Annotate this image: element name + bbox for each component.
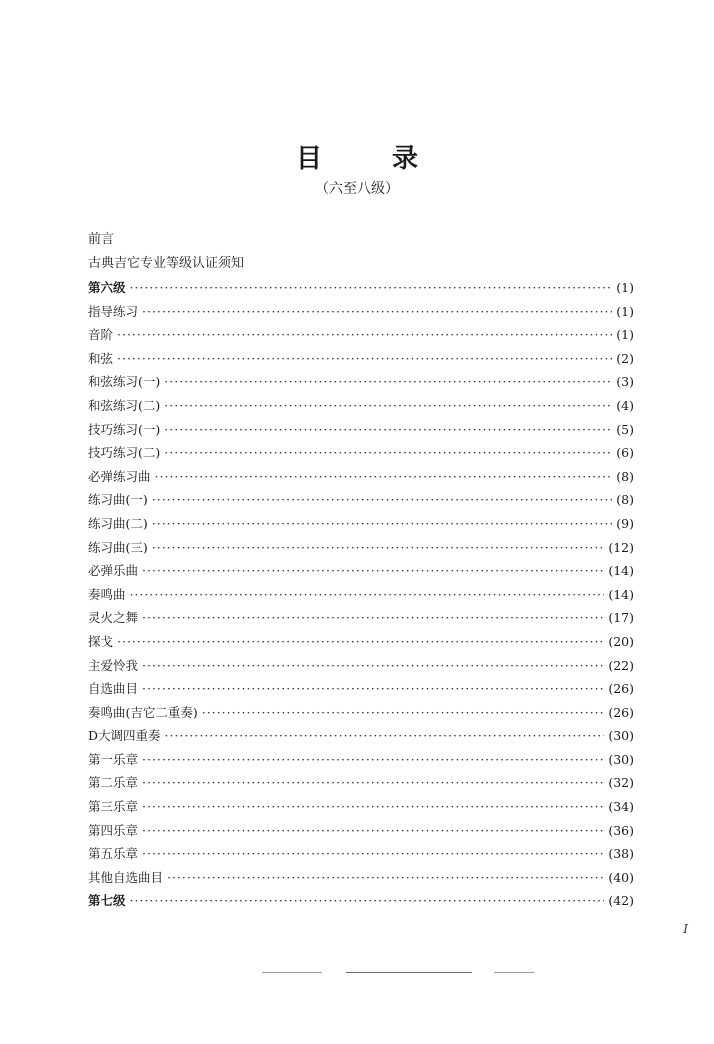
toc-entry-page: (14) — [608, 563, 634, 579]
toc-entry-page: (36) — [608, 822, 634, 838]
toc-leader-dots — [130, 889, 605, 913]
toc-leader-dots — [117, 323, 612, 347]
toc-leader-dots — [167, 866, 604, 890]
toc-leader-dots — [164, 370, 612, 394]
toc-entry-label: 其他自选曲目 — [88, 869, 164, 885]
toc-entry[interactable] — [88, 677, 634, 701]
toc-entry[interactable] — [88, 724, 634, 748]
toc-entry-page: (32) — [608, 775, 634, 791]
toc-entry-label: 和弦练习(二) — [88, 397, 161, 413]
toc-entry-page: (30) — [608, 751, 634, 767]
toc-entry[interactable] — [88, 559, 634, 583]
toc-leader-dots — [142, 748, 604, 772]
toc-entry[interactable] — [88, 842, 634, 866]
title-char-2: 录 — [392, 144, 419, 174]
toc-entry[interactable] — [88, 276, 634, 300]
toc-entry-page: (1) — [616, 280, 634, 295]
page-number: I — [683, 922, 688, 936]
title-char-1: 目 — [295, 144, 322, 174]
toc-entry-page: (17) — [608, 610, 634, 626]
toc-entry-page: (22) — [608, 657, 634, 673]
toc-entry[interactable] — [88, 370, 634, 394]
toc-entry-page: (38) — [608, 846, 634, 862]
toc-entry[interactable] — [88, 630, 634, 654]
toc-entry[interactable] — [88, 394, 634, 418]
toc-entry-label: 必弹练习曲 — [88, 468, 151, 484]
toc-entry-label: 和弦练习(一) — [88, 374, 161, 390]
toc-entry-page: (1) — [616, 327, 634, 343]
toc-entry[interactable] — [88, 654, 634, 678]
toc-leader-dots — [152, 488, 613, 512]
toc-entry[interactable] — [88, 512, 634, 536]
toc-leader-dots — [142, 300, 612, 324]
toc-entry[interactable] — [88, 418, 634, 442]
toc-leader-dots — [130, 583, 605, 607]
toc-entry-label: 和弦 — [88, 350, 114, 366]
toc-entry[interactable] — [88, 889, 634, 913]
toc-entry-page: (34) — [608, 799, 634, 815]
toc-entry[interactable] — [88, 866, 634, 890]
toc-entry[interactable] — [88, 347, 634, 371]
toc-leader-dots — [142, 819, 604, 843]
toc-entry-page: (3) — [616, 374, 634, 390]
toc-leader-dots — [130, 276, 613, 300]
toc-leader-dots — [164, 418, 612, 442]
toc-entry[interactable] — [88, 795, 634, 819]
toc-entry-label: 指导练习 — [88, 303, 139, 319]
toc-intro-notice: 古典吉它专业等级认证须知 — [88, 256, 245, 271]
toc-entry-page: (4) — [616, 397, 634, 413]
scan-artifact-line — [346, 972, 472, 973]
toc-entry-label: 技巧练习(一) — [88, 421, 161, 437]
toc-leader-dots — [142, 606, 604, 630]
toc-entry-label: 第二乐章 — [88, 775, 139, 791]
toc-entry-page: (42) — [608, 893, 634, 909]
toc-leader-dots — [152, 512, 613, 536]
toc-entry-label: 自选曲目 — [88, 681, 139, 697]
toc-entry-label: 技巧练习(二) — [88, 445, 161, 461]
toc-entry-label: 第五乐章 — [88, 846, 139, 862]
toc-entry-page: (40) — [608, 869, 634, 885]
toc-entry[interactable] — [88, 465, 634, 489]
toc-entry[interactable] — [88, 441, 634, 465]
toc-entry-label: 灵火之舞 — [88, 610, 139, 626]
toc-entry-label: 第三乐章 — [88, 799, 139, 815]
toc-entry-page: (12) — [608, 539, 634, 555]
toc-leader-dots — [165, 724, 605, 748]
toc-entry-label: 探戈 — [88, 633, 114, 649]
toc-entry[interactable] — [88, 488, 634, 512]
toc-leader-dots — [202, 701, 605, 725]
toc-entry[interactable] — [88, 583, 634, 607]
toc-leader-dots — [164, 394, 612, 418]
toc-entry[interactable] — [88, 606, 634, 630]
toc-entry-page: (5) — [616, 421, 634, 437]
toc-entry-label: 第七级 — [88, 893, 126, 909]
toc-entry-label: 第六级 — [88, 280, 126, 295]
toc-entry-label: 奏鸣曲 — [88, 586, 126, 602]
toc-entry-page: (9) — [616, 515, 634, 531]
page-title — [0, 138, 714, 175]
toc-leader-dots — [142, 842, 604, 866]
toc-entry[interactable] — [88, 701, 634, 725]
toc-entry-page: (8) — [616, 492, 634, 508]
toc-entry[interactable] — [88, 819, 634, 843]
toc-entry-page: (14) — [608, 586, 634, 602]
toc-entry-label: D大调四重奏 — [88, 728, 161, 744]
page-subtitle: （六至八级） — [315, 181, 399, 197]
toc-leader-dots — [142, 677, 604, 701]
toc-entry-page: (6) — [616, 445, 634, 461]
toc-leader-dots — [142, 654, 604, 678]
toc-leader-dots — [152, 536, 605, 560]
toc-leader-dots — [155, 465, 613, 489]
toc-entry-label: 主爱怜我 — [88, 657, 139, 673]
toc-leader-dots — [142, 795, 604, 819]
toc-entry-page: (26) — [608, 704, 634, 720]
toc-entry[interactable] — [88, 536, 634, 560]
toc-entry-label: 练习曲(一) — [88, 492, 148, 508]
toc-entry-page: (1) — [616, 303, 634, 319]
toc-entry[interactable] — [88, 771, 634, 795]
toc-entry[interactable] — [88, 748, 634, 772]
toc-entry-page: (8) — [616, 468, 634, 484]
toc-entry-label: 练习曲(三) — [88, 539, 148, 555]
table-of-contents — [88, 228, 634, 913]
toc-leader-dots — [142, 559, 604, 583]
toc-leader-dots — [164, 441, 612, 465]
toc-leader-dots — [142, 771, 604, 795]
scan-artifact-line — [262, 972, 322, 973]
toc-entry-label: 奏鸣曲(吉它二重奏) — [88, 704, 198, 720]
toc-entry-page: (26) — [608, 681, 634, 697]
toc-entry-label: 练习曲(二) — [88, 515, 148, 531]
toc-intro-preface: 前言 — [88, 232, 115, 247]
toc-entry-label: 第一乐章 — [88, 751, 139, 767]
toc-entry-label: 第四乐章 — [88, 822, 139, 838]
toc-entry-page: (2) — [616, 350, 634, 366]
toc-entry-page: (20) — [608, 633, 634, 649]
toc-entry-page: (30) — [608, 728, 634, 744]
toc-entry[interactable] — [88, 323, 634, 347]
toc-entry-label: 必弹乐曲 — [88, 563, 139, 579]
scan-artifact-line — [494, 972, 534, 973]
toc-entry-label: 音阶 — [88, 327, 114, 343]
toc-entry[interactable] — [88, 300, 634, 324]
toc-leader-dots — [117, 630, 604, 654]
toc-leader-dots — [117, 347, 612, 371]
